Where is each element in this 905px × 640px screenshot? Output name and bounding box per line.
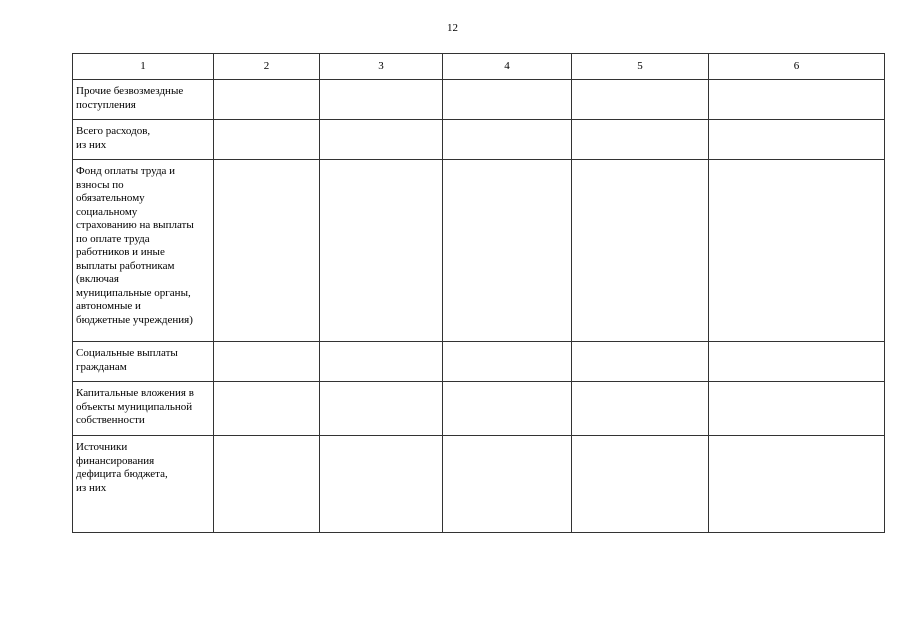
row-label-line: (включая	[76, 273, 119, 285]
table-cell	[320, 80, 443, 120]
row-label-line: гражданам	[76, 360, 127, 373]
table-cell	[572, 342, 709, 382]
table-cell	[572, 80, 709, 120]
table-header-row	[73, 54, 885, 80]
table-row	[73, 382, 885, 436]
table-row	[73, 342, 885, 382]
table-cell	[214, 160, 320, 342]
row-label-line: объекты муниципальной	[76, 400, 193, 413]
table-cell	[443, 80, 572, 120]
table-row	[73, 436, 885, 533]
row-label-line: Социальные выплаты	[76, 347, 178, 359]
column-header-5: 5	[572, 54, 709, 80]
column-header-6: 6	[709, 54, 885, 80]
table-cell	[709, 80, 885, 120]
row-label-capital-investments	[73, 382, 214, 436]
table-cell	[709, 120, 885, 160]
table-cell	[572, 436, 709, 533]
table-cell	[320, 342, 443, 382]
table-cell	[214, 80, 320, 120]
row-label-line: дефицита бюджета,	[76, 468, 168, 480]
row-label-line: Прочие безвозмездные	[76, 85, 184, 97]
table-cell	[214, 342, 320, 382]
row-label-line: Источники	[76, 441, 128, 453]
row-label-social-payments	[73, 342, 214, 382]
column-header-3: 3	[320, 54, 443, 80]
row-label-total-expenses	[73, 120, 214, 160]
table-cell	[320, 120, 443, 160]
table-cell	[572, 382, 709, 436]
row-label-line: собственности	[76, 414, 145, 426]
row-label-line: по оплате труда	[76, 232, 150, 245]
table-cell	[320, 382, 443, 436]
table-cell	[443, 160, 572, 342]
table-cell	[214, 436, 320, 533]
row-label-line: Всего расходов,	[76, 125, 151, 137]
row-label-line: муниципальные органы,	[76, 286, 191, 299]
row-label-payroll-fund	[73, 160, 214, 342]
column-header-1: 1	[73, 54, 214, 80]
table-cell	[214, 382, 320, 436]
table-cell	[214, 120, 320, 160]
row-label-line: поступления	[76, 98, 136, 111]
table-row	[73, 120, 885, 160]
table-cell	[443, 120, 572, 160]
row-label-line: выплаты работникам	[76, 259, 175, 272]
row-label-line: финансирования	[76, 454, 155, 467]
row-label-line: работников и иные	[76, 246, 165, 258]
table-cell	[572, 120, 709, 160]
table-cell	[572, 160, 709, 342]
budget-table	[72, 53, 885, 533]
table-cell	[320, 436, 443, 533]
table-cell	[443, 342, 572, 382]
column-header-2: 2	[214, 54, 320, 80]
table-cell	[443, 382, 572, 436]
table-cell	[709, 382, 885, 436]
column-header-4: 4	[443, 54, 572, 80]
row-label-line: из них	[76, 138, 107, 151]
row-label-line: из них	[76, 481, 107, 494]
table-cell	[320, 160, 443, 342]
page-number: 12	[447, 22, 458, 34]
row-label-other-receipts	[73, 80, 214, 120]
row-label-line: страхованию на выплаты	[76, 219, 194, 231]
row-label-line: Фонд оплаты труда и	[76, 165, 176, 177]
row-label-line: обязательному	[76, 192, 145, 204]
row-label-deficit-financing-sources	[73, 436, 214, 533]
row-label-line: автономные и	[76, 300, 141, 312]
table-cell	[709, 342, 885, 382]
row-label-line: Капитальные вложения в	[76, 387, 194, 399]
table-cell	[709, 160, 885, 342]
table-row	[73, 160, 885, 342]
table-cell	[443, 436, 572, 533]
row-label-line: социальному	[76, 205, 138, 218]
row-label-line: взносы по	[76, 178, 124, 191]
row-label-line: бюджетные учреждения)	[76, 313, 193, 326]
table-row	[73, 80, 885, 120]
table-cell	[709, 436, 885, 533]
